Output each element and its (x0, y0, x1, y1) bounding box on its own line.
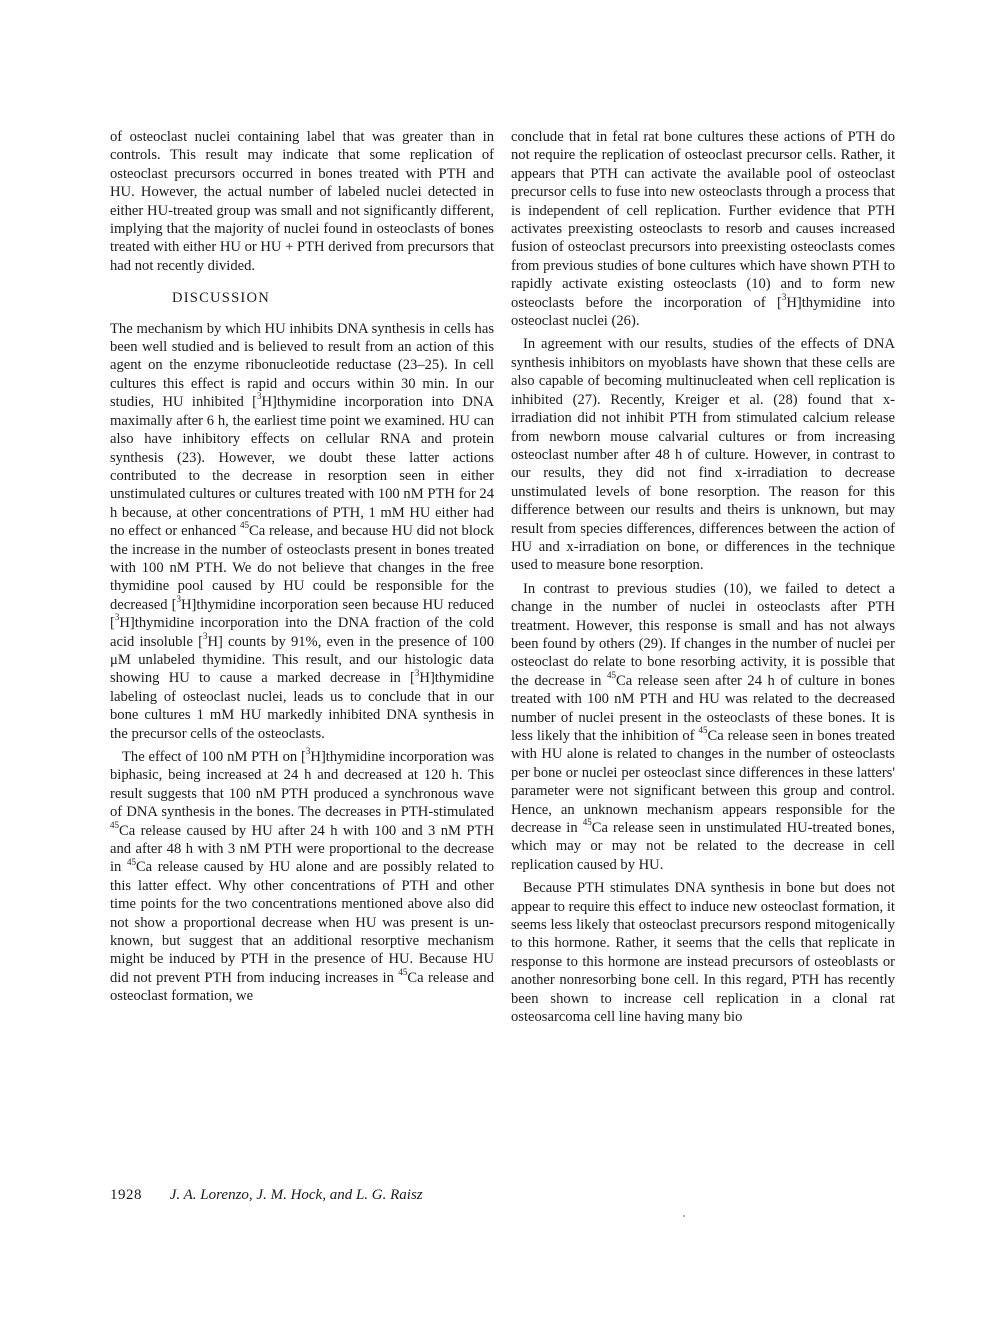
scan-speck (683, 1215, 685, 1217)
paragraph-contrast: In contrast to previous studies (10), we failed to detect a change in the number of nuclei in osteoclasts after PTH treatment. However, this response is small and has not always been found by others (29). If changes in the number of nuclei per osteoclast do relate to bone resorbing activity, it is possible that the decrease in $^{45}$Ca release seen after 24 h of culture in bones treated with 100 nM PTH and HU was related to the decreased number of nuclei present in the osteoclasts of these bones. It is less likely that the inhibition of $^{45}$Ca release seen in bones treated with HU alone is related to changes in the number of osteoclasts per bone or nuclei per osteoclast since differences in these latters' parameter were not significant between this group and control. Hence, an unknown mechanism appears responsible for the decrease in $^{45}$Ca release seen in unstimulated HU-treated bones, which may or may not be related to the decrease in cell replication caused by HU. (511, 580, 895, 873)
running-authors: J. A. Lorenzo, J. M. Hock, and L. G. Raisz (169, 1187, 423, 1203)
paragraph-pth-effect: The effect of 100 nM PTH on [$^3$H]thymidine incorporation was biphasic, being increased at 24 h and decreased at 120 h. This result suggests that 100 nM PTH produced a synchronous wave of DNA synthesis in the bones. The decreases in PTH-stimulated $^{45}$Ca release caused by HU after 24 h with 100 and 3 nM PTH and after 48 h with 3 nM PTH were proportional to the decrease in $^{45}$Ca release caused by HU alone and are possibly related to this latter effect. Why other concentrations of PTH and other time points for the two concentrations mentioned above also did not show a proportional decrease when HU was present is unknown, but suggest that an additional resorptive mechanism might be induced by PTH in the presence of HU. Because HU did not prevent PTH from inducing increases in $^{45}$Ca release and osteoclast formation, we (110, 746, 494, 1005)
paragraph-agreement: In agreement with our results, studies of the effects of DNA synthesis inhibitors on myoblasts have shown that these cells are also capable of becoming multinucleated when cell replication is inhibited (27). Recently, Kreiger et al. (28) found that x-irradiation did not inhibit PTH from stimulated calcium release from newborn mouse calvarial cultures or from increasing osteoclast number after 48 h of culture. However, in contrast to our results, they did not find x-irradiation to decrease unstimulated levels of bone resorption. The reason for this difference between our results and theirs is unknown, but may result from species differences, differences between the action of HU and x-irradiation on bone, or differences in the technique used to measure bone resorption. (511, 336, 895, 574)
page-number: 1928 (110, 1187, 142, 1203)
right-column (511, 128, 895, 1027)
left-column (110, 128, 494, 1006)
section-heading-discussion: DISCUSSION (172, 290, 270, 307)
paragraph-carryover: of osteoclast nuclei containing label that was greater than in controls. This result may indicate that some replication of osteoclast precursors occurred in bones treated with PTH and HU. However, the actual number of labeled nuclei detected in either HU-treated group was small and not significantly different, implying that the majority of nuclei found in osteoclasts of bones treated with either HU or HU + PTH derived from precursors that had not recently divided. (110, 129, 494, 274)
paragraph-hu-mechanism: The mechanism by which HU inhibits DNA synthesis in cells has been well studied and is believed to result from an action of this agent on the enzyme ribonucleotide reductase (23–25). In cell cultures this effect is rapid and occurs within 30 min. In our studies, HU inhibited [$^3$H]thymidine incorporation into DNA maximally after 6 h, the earliest time point we examined. HU can also have inhibitory effects on cellular RNA and protein synthesis (23). However, we doubt these latter actions contributed to the decrease in resorption seen in either unstimulated cultures or cultures treated with 100 nM PTH for 24 h because, at other concentrations of PTH, 1 mM HU either had no effect or enhanced $^{45}$Ca release, and because HU did not block the increase in the number of osteoclasts present in bones treated with 100 nM PTH. We do not believe that changes in the free thymidine pool caused by HU could be responsible for the decreased [$^3$H]thymidine incorporation seen because HU reduced [$^3$H]thymidine incorporation into the DNA fraction of the cold acid insoluble [$^3$H] counts by 91%, even in the presence of 100 μM unlabeled thymidine. This result, and our histologic data showing HU to cause a marked decrease in [$^3$H]thymidine labeling of osteoclast nuclei, leads us to conclude that in our bone cultures 1 mM HU markedly inhibited DNA synthesis in the precursor cells of the osteoclasts. (110, 320, 494, 742)
paragraph-carryover-conclusion: conclude that in fetal rat bone cultures these actions of PTH do not require the replication of osteoclast precursor cells. Rather, it appears that PTH can activate the available pool of osteoclast precursor cells to fuse into new osteoclasts through a process that is independent of cell replication. Further evidence that PTH activates preexisting osteoclasts to resorb and causes increased fusion of osteoclast precursors into preexisting osteoclasts comes from previous studies of bone cultures which have shown PTH to rapidly activate existing osteoclasts (10) and to form new osteoclasts before the incorporation of [$^3$H]thymidine into osteoclast nuclei (26). (511, 129, 896, 330)
paragraph-dna-synthesis: Because PTH stimulates DNA synthesis in bone but does not appear to require this effect to induce new osteoclast formation, it seems less likely that osteoclast precursors respond mitogenically to this hormone. Rather, it seems that the cells that replicate in response to this hormone are instead precursors of osteoblasts or another nonresorbing bone cell. In this regard, PTH has recently been shown to increase cell replication in a clonal rat osteosarcoma cell line having many bio (511, 880, 895, 1026)
page-footer (110, 1186, 423, 1204)
